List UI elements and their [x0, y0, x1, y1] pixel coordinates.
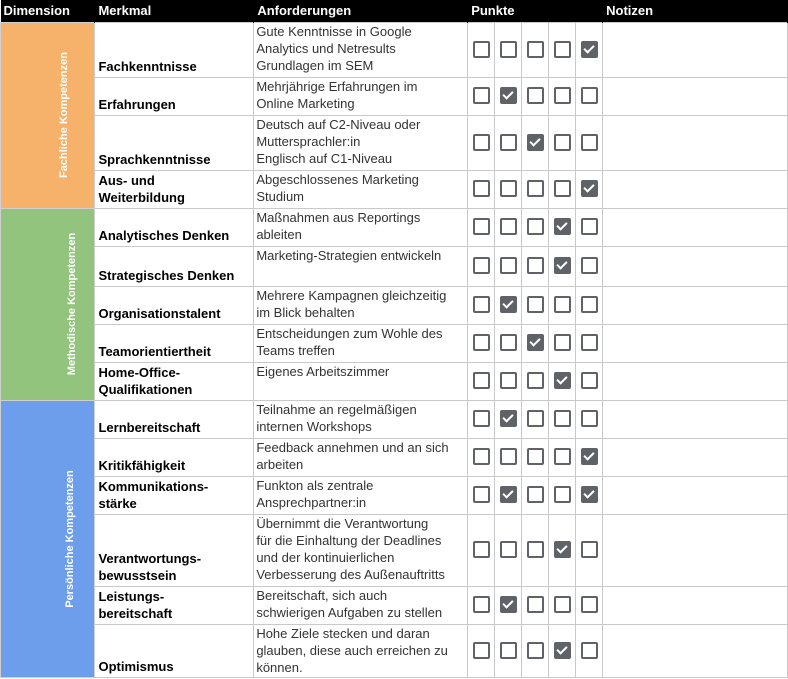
table-row: [1, 170, 788, 208]
anforderungen-text: können.: [256, 659, 303, 675]
anforderungen-text: Bereitschaft, sich auch: [256, 587, 388, 603]
punkte-checkbox-1[interactable]: [473, 296, 490, 313]
punkte-checkbox-3[interactable]: [527, 180, 544, 197]
notizen-cell[interactable]: [603, 22, 788, 77]
punkte-cell: [522, 208, 549, 246]
notizen-cell[interactable]: [603, 286, 788, 324]
merkmal-text: Fachkenntnisse: [98, 58, 197, 74]
notizen-cell[interactable]: [603, 115, 788, 170]
punkte-cell: [495, 170, 522, 208]
punkte-checkbox-2[interactable]: [500, 334, 517, 351]
anforderungen-cell[interactable]: [254, 246, 468, 286]
punkte-cell: [468, 400, 495, 438]
anforderungen-text: Marketing-Strategien entwickeln: [256, 247, 442, 263]
punkte-cell: [576, 586, 603, 624]
table-body: [1, 22, 788, 677]
anforderungen-text: und der kontinuierlichen: [256, 549, 395, 565]
table-row: [1, 438, 788, 476]
merkmal-cell[interactable]: [95, 77, 254, 115]
anforderungen-cell[interactable]: [254, 514, 468, 586]
punkte-cell: [576, 170, 603, 208]
notizen-cell[interactable]: [603, 586, 788, 624]
merkmal-text: stärke: [98, 495, 137, 511]
merkmal-text: bewusstsein: [98, 567, 177, 583]
punkte-checkbox-5[interactable]: [581, 642, 598, 659]
anforderungen-text: Muttersprachler:in: [256, 133, 361, 149]
table-row: [1, 514, 788, 586]
dimension-label: Persönliche Kompetenzen: [63, 469, 76, 608]
punkte-cell: [576, 286, 603, 324]
table-row: [1, 286, 788, 324]
punkte-checkbox-5[interactable]: [581, 334, 598, 351]
punkte-cell: [576, 246, 603, 286]
punkte-checkbox-1[interactable]: [473, 180, 490, 197]
punkte-cell: [576, 400, 603, 438]
merkmal-text: Aus- und: [98, 172, 155, 188]
punkte-cell: [549, 77, 576, 115]
punkte-cell: [576, 514, 603, 586]
punkte-cell: [495, 514, 522, 586]
anforderungen-text: Eigenes Arbeitszimmer: [256, 363, 390, 379]
anforderungen-text: Mehrjährige Erfahrungen im: [256, 78, 418, 94]
header-punkte: Punkte: [468, 0, 603, 22]
anforderungen-text: Grundlagen im SEM: [256, 57, 374, 73]
punkte-cell: [468, 438, 495, 476]
punkte-cell: [522, 77, 549, 115]
punkte-cell: [468, 362, 495, 400]
anforderungen-text: Maßnahmen aus Reportings: [256, 209, 421, 225]
punkte-checkbox-1[interactable]: [473, 372, 490, 389]
punkte-checkbox-3[interactable]: [527, 642, 544, 659]
punkte-cell: [468, 115, 495, 170]
punkte-cell: [495, 400, 522, 438]
merkmal-cell[interactable]: [95, 22, 254, 77]
punkte-checkbox-4[interactable]: [554, 642, 571, 659]
punkte-checkbox-4[interactable]: [554, 218, 571, 235]
merkmal-cell[interactable]: [95, 170, 254, 208]
punkte-cell: [576, 624, 603, 677]
punkte-cell: [522, 476, 549, 514]
notizen-cell[interactable]: [603, 77, 788, 115]
anforderungen-cell[interactable]: [254, 170, 468, 208]
punkte-checkbox-5[interactable]: [581, 410, 598, 427]
punkte-checkbox-2[interactable]: [500, 596, 517, 613]
punkte-cell: [549, 514, 576, 586]
dimension-label: Methodische Kompetenzen: [66, 232, 79, 376]
merkmal-text: Lernbereitschaft: [98, 419, 201, 435]
punkte-checkbox-2[interactable]: [500, 180, 517, 197]
merkmal-text: Weiterbildung: [98, 189, 185, 205]
punkte-checkbox-3[interactable]: [527, 334, 544, 351]
anforderungen-text: Funkton als zentrale: [256, 477, 374, 493]
punkte-checkbox-1[interactable]: [473, 218, 490, 235]
punkte-checkbox-1[interactable]: [473, 41, 490, 58]
punkte-cell: [495, 362, 522, 400]
anforderungen-text: Entscheidungen zum Wohle des: [256, 325, 443, 341]
punkte-cell: [522, 624, 549, 677]
merkmal-cell[interactable]: [95, 586, 254, 624]
punkte-cell: [522, 170, 549, 208]
punkte-checkbox-5[interactable]: [581, 41, 598, 58]
punkte-cell: [522, 22, 549, 77]
merkmal-cell[interactable]: [95, 400, 254, 438]
punkte-checkbox-4[interactable]: [554, 410, 571, 427]
merkmal-text: Home-Office-: [98, 364, 181, 380]
punkte-checkbox-5[interactable]: [581, 486, 598, 503]
punkte-cell: [576, 438, 603, 476]
merkmal-cell[interactable]: [95, 246, 254, 286]
punkte-cell: [576, 77, 603, 115]
table-row: [1, 246, 788, 286]
punkte-cell: [522, 586, 549, 624]
notizen-cell[interactable]: [603, 246, 788, 286]
merkmal-text: Optimismus: [98, 658, 174, 674]
punkte-checkbox-1[interactable]: [473, 410, 490, 427]
punkte-checkbox-1[interactable]: [473, 134, 490, 151]
punkte-cell: [468, 586, 495, 624]
punkte-checkbox-1[interactable]: [473, 541, 490, 558]
punkte-cell: [549, 438, 576, 476]
anforderungen-text: ableiten: [256, 226, 302, 242]
anforderungen-text: Verbesserung des Außenauftritts: [256, 566, 445, 582]
notizen-cell[interactable]: [603, 362, 788, 400]
header-dimension: Dimension: [1, 0, 95, 22]
anforderungen-text: Feedback annehmen und an sich: [256, 439, 449, 455]
punkte-checkbox-1[interactable]: [473, 448, 490, 465]
punkte-cell: [468, 246, 495, 286]
punkte-checkbox-4[interactable]: [554, 87, 571, 104]
punkte-checkbox-3[interactable]: [527, 372, 544, 389]
punkte-checkbox-5[interactable]: [581, 596, 598, 613]
punkte-checkbox-4[interactable]: [554, 486, 571, 503]
punkte-cell: [576, 362, 603, 400]
dimension-cell: [1, 208, 95, 400]
merkmal-cell[interactable]: [95, 362, 254, 400]
punkte-checkbox-3[interactable]: [527, 218, 544, 235]
punkte-cell: [549, 586, 576, 624]
anforderungen-cell[interactable]: [254, 286, 468, 324]
punkte-checkbox-1[interactable]: [473, 87, 490, 104]
merkmal-cell[interactable]: [95, 514, 254, 586]
punkte-checkbox-3[interactable]: [527, 410, 544, 427]
table-row: [1, 476, 788, 514]
punkte-checkbox-2[interactable]: [500, 372, 517, 389]
punkte-checkbox-5[interactable]: [581, 180, 598, 197]
punkte-cell: [495, 77, 522, 115]
punkte-checkbox-3[interactable]: [527, 257, 544, 274]
notizen-cell[interactable]: [603, 624, 788, 677]
notizen-cell[interactable]: [603, 170, 788, 208]
anforderungen-text: Abgeschlossenes Marketing: [256, 171, 419, 187]
punkte-cell: [468, 624, 495, 677]
punkte-checkbox-4[interactable]: [554, 134, 571, 151]
anforderungen-text: Übernimmt die Verantwortung: [256, 515, 429, 531]
punkte-checkbox-4[interactable]: [554, 372, 571, 389]
punkte-checkbox-5[interactable]: [581, 87, 598, 104]
notizen-cell[interactable]: [603, 438, 788, 476]
punkte-checkbox-2[interactable]: [500, 134, 517, 151]
punkte-checkbox-2[interactable]: [500, 642, 517, 659]
merkmal-text: bereitschaft: [98, 605, 173, 621]
punkte-cell: [549, 400, 576, 438]
merkmal-text: Teamorientiertheit: [98, 343, 211, 359]
merkmal-text: Kommunikations-: [98, 478, 209, 494]
punkte-cell: [522, 324, 549, 362]
merkmal-cell[interactable]: [95, 115, 254, 170]
anforderungen-text: Gute Kenntnisse in Google: [256, 23, 412, 39]
merkmal-text: Erfahrungen: [98, 96, 176, 112]
merkmal-cell[interactable]: [95, 324, 254, 362]
punkte-cell: [495, 476, 522, 514]
anforderungen-text: für die Einhaltung der Deadlines: [256, 532, 442, 548]
merkmal-text: Organisationstalent: [98, 305, 221, 321]
punkte-checkbox-3[interactable]: [527, 296, 544, 313]
punkte-cell: [495, 624, 522, 677]
punkte-checkbox-3[interactable]: [527, 541, 544, 558]
notizen-cell[interactable]: [603, 476, 788, 514]
anforderungen-cell[interactable]: [254, 476, 468, 514]
punkte-cell: [522, 438, 549, 476]
punkte-cell: [576, 208, 603, 246]
anforderungen-cell[interactable]: [254, 586, 468, 624]
punkte-cell: [549, 246, 576, 286]
punkte-checkbox-5[interactable]: [581, 257, 598, 274]
punkte-checkbox-5[interactable]: [581, 541, 598, 558]
punkte-cell: [522, 115, 549, 170]
punkte-cell: [549, 22, 576, 77]
notizen-cell[interactable]: [603, 208, 788, 246]
punkte-cell: [549, 208, 576, 246]
punkte-cell: [522, 514, 549, 586]
punkte-cell: [576, 22, 603, 77]
punkte-checkbox-2[interactable]: [500, 218, 517, 235]
anforderungen-text: Teams treffen: [256, 342, 335, 358]
punkte-checkbox-2[interactable]: [500, 486, 517, 503]
punkte-cell: [495, 22, 522, 77]
header-notizen: Notizen: [603, 0, 788, 22]
anforderungen-text: Englisch auf C1-Niveau: [256, 150, 393, 166]
punkte-checkbox-5[interactable]: [581, 218, 598, 235]
punkte-checkbox-3[interactable]: [527, 87, 544, 104]
punkte-cell: [468, 208, 495, 246]
punkte-cell: [522, 400, 549, 438]
anforderungen-cell[interactable]: [254, 208, 468, 246]
punkte-checkbox-1[interactable]: [473, 257, 490, 274]
punkte-checkbox-2[interactable]: [500, 87, 517, 104]
punkte-cell: [549, 170, 576, 208]
punkte-cell: [576, 324, 603, 362]
table-row: [1, 77, 788, 115]
dimension-label: Fachliche Kompetenzen: [57, 52, 70, 178]
anforderungen-text: internen Workshops: [256, 418, 372, 434]
merkmal-text: Leistungs-: [98, 588, 165, 604]
punkte-cell: [549, 476, 576, 514]
merkmal-cell[interactable]: [95, 624, 254, 677]
notizen-cell[interactable]: [603, 514, 788, 586]
header-merkmal: Merkmal: [95, 0, 254, 22]
punkte-checkbox-4[interactable]: [554, 180, 571, 197]
punkte-checkbox-4[interactable]: [554, 41, 571, 58]
notizen-cell[interactable]: [603, 400, 788, 438]
anforderungen-text: Deutsch auf C2-Niveau oder: [256, 116, 421, 132]
anforderungen-cell[interactable]: [254, 77, 468, 115]
punkte-checkbox-2[interactable]: [500, 257, 517, 274]
merkmal-text: Analytisches Denken: [98, 227, 230, 243]
punkte-cell: [468, 476, 495, 514]
punkte-checkbox-1[interactable]: [473, 642, 490, 659]
punkte-cell: [576, 476, 603, 514]
punkte-cell: [495, 438, 522, 476]
punkte-cell: [495, 115, 522, 170]
anforderungen-cell[interactable]: [254, 324, 468, 362]
punkte-checkbox-5[interactable]: [581, 372, 598, 389]
table-row: [1, 362, 788, 400]
punkte-cell: [495, 246, 522, 286]
merkmal-cell[interactable]: [95, 438, 254, 476]
punkte-cell: [468, 77, 495, 115]
punkte-cell: [468, 514, 495, 586]
punkte-cell: [549, 324, 576, 362]
punkte-cell: [522, 286, 549, 324]
anforderungen-cell[interactable]: [254, 624, 468, 677]
table-row: [1, 586, 788, 624]
punkte-checkbox-4[interactable]: [554, 448, 571, 465]
anforderungen-text: Studium: [256, 188, 305, 204]
punkte-checkbox-4[interactable]: [554, 257, 571, 274]
punkte-cell: [549, 362, 576, 400]
punkte-checkbox-2[interactable]: [500, 296, 517, 313]
punkte-checkbox-5[interactable]: [581, 134, 598, 151]
anforderungen-text: Analytics und Netresults: [256, 40, 396, 56]
punkte-cell: [495, 208, 522, 246]
punkte-checkbox-3[interactable]: [527, 486, 544, 503]
punkte-cell: [495, 324, 522, 362]
merkmal-text: Kritikfähigkeit: [98, 457, 186, 473]
punkte-cell: [468, 170, 495, 208]
punkte-cell: [495, 586, 522, 624]
punkte-checkbox-4[interactable]: [554, 596, 571, 613]
punkte-checkbox-3[interactable]: [527, 448, 544, 465]
punkte-cell: [549, 624, 576, 677]
anforderungen-cell[interactable]: [254, 400, 468, 438]
punkte-checkbox-5[interactable]: [581, 296, 598, 313]
anforderungen-text: Teilnahme an regelmäßigen: [256, 401, 417, 417]
punkte-cell: [549, 286, 576, 324]
punkte-checkbox-2[interactable]: [500, 448, 517, 465]
punkte-cell: [576, 115, 603, 170]
anforderungen-text: Hohe Ziele stecken und daran: [256, 625, 430, 641]
anforderungen-text: arbeiten: [256, 456, 304, 472]
punkte-checkbox-4[interactable]: [554, 541, 571, 558]
punkte-checkbox-5[interactable]: [581, 448, 598, 465]
merkmal-cell[interactable]: [95, 476, 254, 514]
anforderungen-cell[interactable]: [254, 438, 468, 476]
anforderungen-cell[interactable]: [254, 362, 468, 400]
punkte-checkbox-4[interactable]: [554, 296, 571, 313]
punkte-checkbox-2[interactable]: [500, 410, 517, 427]
merkmal-cell[interactable]: [95, 208, 254, 246]
dimension-cell: [1, 400, 95, 677]
punkte-checkbox-1[interactable]: [473, 334, 490, 351]
anforderungen-text: schwierigen Aufgaben zu stellen: [256, 604, 443, 620]
merkmal-text: Sprachkenntnisse: [98, 151, 211, 167]
punkte-checkbox-4[interactable]: [554, 334, 571, 351]
notizen-cell[interactable]: [603, 324, 788, 362]
header-anforderungen: Anforderungen: [254, 0, 468, 22]
punkte-cell: [522, 362, 549, 400]
anforderungen-text: im Blick behalten: [256, 304, 355, 320]
punkte-cell: [549, 115, 576, 170]
punkte-checkbox-1[interactable]: [473, 596, 490, 613]
anforderungen-text: glauben, diese auch erreichen zu: [256, 642, 448, 658]
punkte-checkbox-1[interactable]: [473, 486, 490, 503]
anforderungen-text: Mehrere Kampagnen gleichzeitig: [256, 287, 447, 303]
anforderungen-cell[interactable]: [254, 115, 468, 170]
dimension-cell: [1, 22, 95, 208]
table-row: [1, 115, 788, 170]
anforderungen-text: Online Marketing: [256, 95, 355, 111]
table-row: [1, 624, 788, 677]
punkte-checkbox-2[interactable]: [500, 541, 517, 558]
punkte-checkbox-3[interactable]: [527, 134, 544, 151]
punkte-cell: [495, 286, 522, 324]
punkte-checkbox-2[interactable]: [500, 41, 517, 58]
punkte-cell: [468, 22, 495, 77]
merkmal-cell[interactable]: [95, 286, 254, 324]
merkmal-text: Verantwortungs-: [98, 550, 202, 566]
anforderungen-text: Ansprechpartner:in: [256, 494, 367, 510]
merkmal-text: Strategisches Denken: [98, 267, 235, 283]
punkte-cell: [468, 286, 495, 324]
anforderungen-cell[interactable]: [254, 22, 468, 77]
table-row: [1, 22, 788, 77]
table-row: [1, 324, 788, 362]
header-row: [1, 0, 788, 22]
merkmal-text: Qualifikationen: [98, 381, 193, 397]
punkte-checkbox-3[interactable]: [527, 41, 544, 58]
table-row: [1, 400, 788, 438]
table-row: [1, 208, 788, 246]
punkte-cell: [468, 324, 495, 362]
punkte-checkbox-3[interactable]: [527, 596, 544, 613]
punkte-cell: [522, 246, 549, 286]
